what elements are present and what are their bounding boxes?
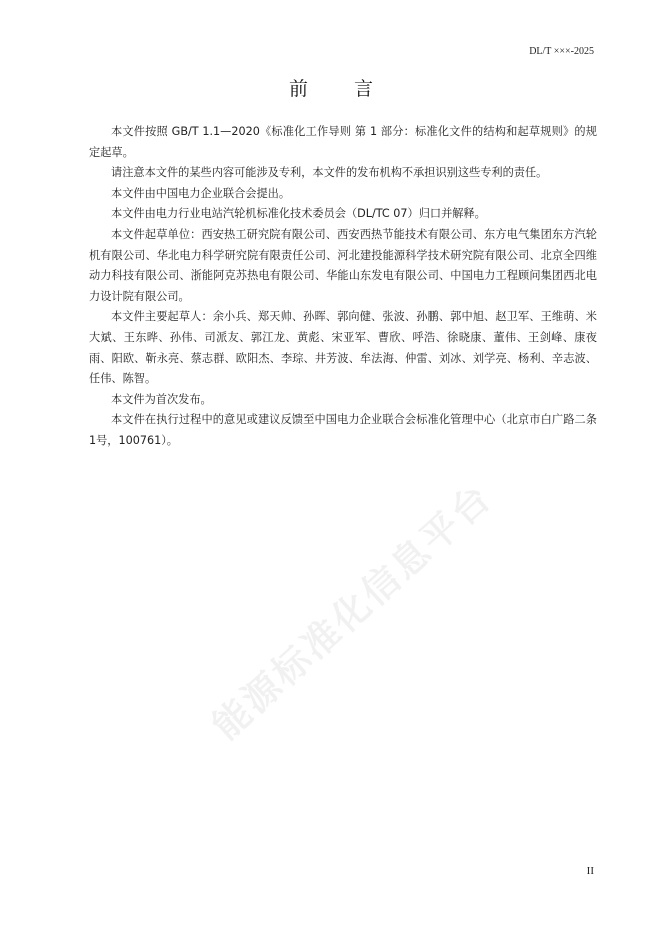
- watermark: 能源标准化信息平台: [204, 475, 501, 749]
- paragraph-feedback: 本文件在执行过程中的意见或建议反馈至中国电力企业联合会标准化管理中心（北京市白广路二条1号，100761）。: [89, 413, 597, 447]
- paragraph-main-drafters: 本文件主要起草人：余小兵、郑天帅、孙晖、郭向健、张波、孙鹏、郭中旭、赵卫军、王维萌、米大斌、王东晔、孙伟、司派友、郭江龙、黄彪、宋亚军、曹欣、呼浩、徐晓康、董伟、王剑峰、康夜雨、阳欧、靳永亮、蔡志群、欧阳杰、李琮、井芳波、牟法海、仲雷、刘冰、刘学亮、杨利、辛志波、任伟、陈智。: [89, 310, 597, 386]
- document-code: DL/T ×××-2025: [529, 46, 594, 57]
- page-number: II: [586, 865, 594, 877]
- paragraph-proposer: 本文件由中国电力企业联合会提出。: [111, 186, 291, 200]
- paragraph-drafting-rule: 本文件按照 GB/T 1.1—2020《标准化工作导则 第 1 部分：标准化文件的结构和起草规则》的规定起草。: [89, 125, 597, 159]
- paragraph-first-release: 本文件为首次发布。: [111, 392, 212, 406]
- paragraph-responsible-committee: 本文件由电力行业电站汽轮机标准化技术委员会（DL/TC 07）归口并解释。: [111, 207, 486, 221]
- page-title: 前言: [288, 78, 419, 100]
- foreword-body: [89, 122, 597, 452]
- paragraph-drafting-units: 本文件起草单位：西安热工研究院有限公司、西安西热节能技术有限公司、东方电气集团东方汽轮机有限公司、华北电力科学研究院有限责任公司、河北建投能源科学技术研究院有限公司、北京全四维动力科技有限公司、浙能阿克苏热电有限公司、华能山东发电有限公司、中国电力工程顾问集团西北电力设计院有限公司。: [89, 227, 597, 303]
- paragraph-patent-notice: 请注意本文件的某些内容可能涉及专利，本文件的发布机构不承担识别这些专利的责任。: [111, 166, 548, 180]
